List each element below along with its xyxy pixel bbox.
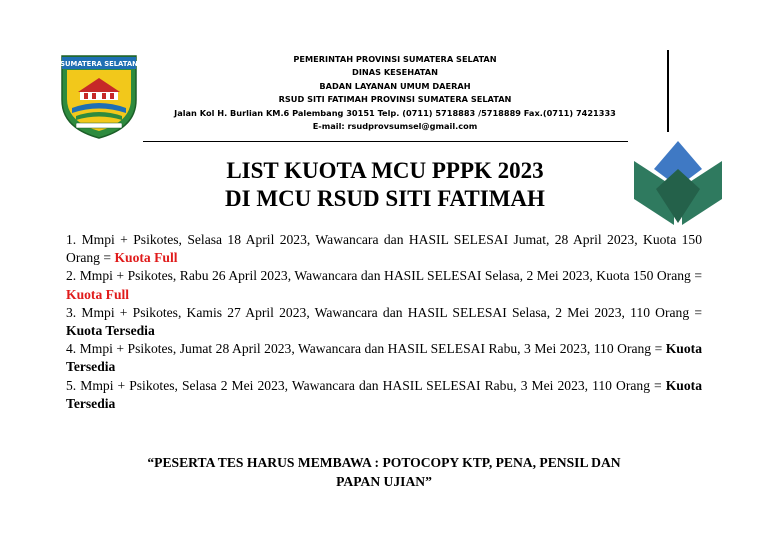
status-badge: Kuota Tersedia xyxy=(66,341,702,375)
item-text: 4. Mmpi + Psikotes, Jumat 28 April 2023, Wawancara dan HASIL SELESAI Rabu, 3 Mei 2023, 110 Orang = xyxy=(66,341,666,357)
quota-list xyxy=(66,231,702,413)
letterhead-hospital: RSUD SITI FATIMAH PROVINSI SUMATERA SELATAN xyxy=(278,94,512,105)
status-badge: Kuota Tersedia xyxy=(66,377,702,411)
letterhead-divider xyxy=(143,141,628,142)
status-badge: Kuota Tersedia xyxy=(66,323,155,339)
sumatera-selatan-emblem-icon xyxy=(58,52,140,140)
item-text: 2. Mmpi + Psikotes, Rabu 26 April 2023, Wawancara dan HASIL SELESAI Selasa, 2 Mei 2023, Kuota 150 Orang = xyxy=(66,268,702,284)
list-item xyxy=(66,340,702,376)
status-badge: Kuota Full xyxy=(114,250,178,266)
title-line-2: DI MCU RSUD SITI FATIMAH xyxy=(225,186,545,211)
letterhead-email: E-mail: rsudprovsumsel@gmail.com xyxy=(312,121,478,132)
list-item xyxy=(66,231,702,267)
letterhead-agency: BADAN LAYANAN UMUM DAERAH xyxy=(319,80,471,91)
page-title xyxy=(130,157,640,213)
emblem-label: SUMATERA SELATAN xyxy=(60,60,138,68)
letterhead xyxy=(140,53,650,133)
letterhead-address: Jalan Kol H. Burlian KM.6 Palembang 30151 Telp. (0711) 5718883 /5718889 Fax.(0711) 7421333 xyxy=(174,107,616,118)
status-badge: Kuota Full xyxy=(66,286,130,302)
letterhead-department: DINAS KESEHATAN xyxy=(352,67,438,78)
list-item xyxy=(66,304,702,340)
note-line-2: PAPAN UJIAN” xyxy=(336,473,432,489)
letterhead-province: PEMERINTAH PROVINSI SUMATERA SELATAN xyxy=(293,54,497,64)
requirements-note xyxy=(66,454,702,491)
item-text: 3. Mmpi + Psikotes, Kamis 27 April 2023, Wawancara dan HASIL SELESAI Selasa, 2 Mei 2023, 110 Orang = xyxy=(66,304,702,320)
list-item xyxy=(66,377,702,413)
hospital-logo-icon xyxy=(628,137,728,229)
item-text: 1. Mmpi + Psikotes, Selasa 18 April 2023, Wawancara dan HASIL SELESAI Jumat, 28 April 2023, Kuota 150 Orang = xyxy=(66,232,702,266)
item-text: 5. Mmpi + Psikotes, Selasa 2 Mei 2023, Wawancara dan HASIL SELESAI Rabu, 3 Mei 2023, 110 Orang = xyxy=(66,377,666,393)
title-line-1: LIST KUOTA MCU PPPK 2023 xyxy=(226,158,544,183)
list-item xyxy=(66,267,702,303)
note-line-1: “PESERTA TES HARUS MEMBAWA : POTOCOPY KTP, PENA, PENSIL DAN xyxy=(147,455,621,470)
vertical-divider xyxy=(667,50,669,132)
